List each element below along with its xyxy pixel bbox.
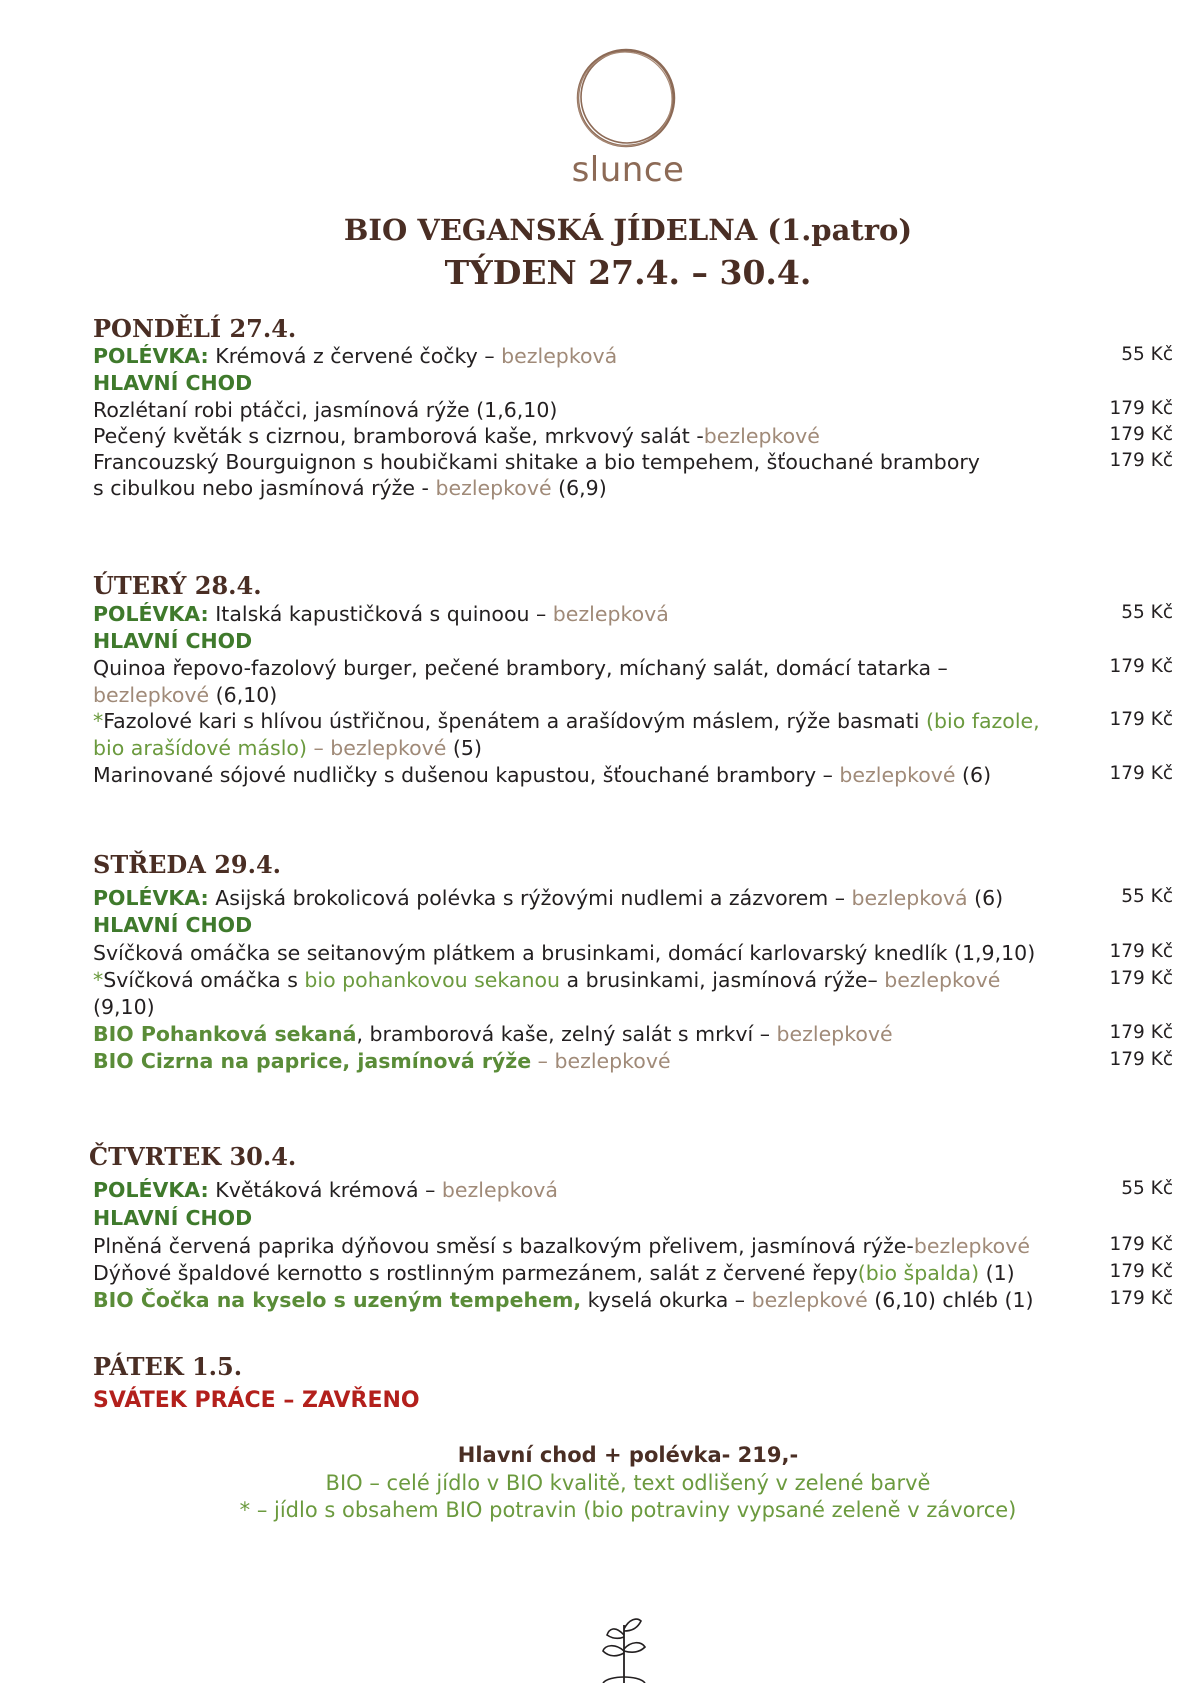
menu-item-continued (93, 475, 1083, 502)
main-course-label: HLAVNÍ CHOD (93, 629, 253, 653)
allergens: (6) (955, 763, 992, 787)
gluten-free-tag: bezlepkové (839, 763, 956, 787)
soup-row (93, 601, 1083, 628)
day-heading-tuesday: ÚTERÝ 28.4. (93, 571, 262, 600)
price: 179 Kč (1109, 1261, 1173, 1282)
soup-row (93, 885, 1083, 912)
main-course-label: HLAVNÍ CHOD (93, 913, 253, 937)
menu-item (93, 1233, 1083, 1260)
main-course-label: HLAVNÍ CHOD (93, 371, 253, 395)
price: 179 Kč (1109, 709, 1173, 730)
bio-dish-name: BIO Čočka na kyselo s uzeným tempehem, (93, 1288, 582, 1312)
page-title: BIO VEGANSKÁ JÍDELNA (1.patro) (343, 213, 913, 247)
week-range: TÝDEN 27.4. – 30.4. (444, 253, 812, 292)
price: 179 Kč (1109, 1022, 1173, 1043)
dash: – (531, 1049, 555, 1073)
menu-item (93, 762, 1083, 789)
price: 179 Kč (1109, 1049, 1173, 1070)
day-heading-thursday: ČTVRTEK 30.4. (89, 1142, 297, 1171)
soup-label: POLÉVKA: (93, 1178, 209, 1202)
allergens: (6,10) (209, 683, 278, 707)
bio-dish-name: BIO Pohanková sekaná (93, 1022, 357, 1046)
combo-price: Hlavní chod + polévka- 219,- (457, 1443, 799, 1467)
menu-item (93, 1260, 1083, 1287)
menu-item (93, 423, 1083, 450)
gluten-free-tag: bezlepkové (703, 424, 820, 448)
sprout-icon (595, 1615, 653, 1683)
gluten-free-tag: bezlepkové (554, 1049, 671, 1073)
gluten-free-tag: bezlepková (851, 886, 968, 910)
bio-dish-name: BIO Cizrna na paprice, jasmínová rýže (93, 1049, 532, 1073)
menu-item (93, 1287, 1083, 1314)
gluten-free-tag: bezlepkové (884, 968, 1001, 992)
main-course-label: HLAVNÍ CHOD (93, 1206, 253, 1230)
gluten-free-tag: bezlepková (441, 1178, 558, 1202)
soup-label: POLÉVKA: (93, 602, 209, 626)
soup-text: Krémová z červené čočky – (215, 344, 502, 368)
menu-item: Rozlétaní robi ptáčci, jasmínová rýže (1,6,10) (93, 398, 558, 422)
price: 55 Kč (1121, 344, 1173, 365)
menu-item: Francouzský Bourguignon s houbičkami shitake a bio tempehem, šťouchané brambory (93, 450, 980, 474)
gluten-free-tag: bezlepkové (913, 1234, 1030, 1258)
menu-item-text: Svíčková omáčka s (103, 968, 305, 992)
menu-item-continued (93, 735, 1083, 762)
price: 55 Kč (1121, 886, 1173, 907)
gluten-free-tag: bezlepkové (435, 476, 552, 500)
bio-star-mark: * (93, 709, 104, 733)
bio-legend: BIO – celé jídlo v BIO kvalitě, text odlišený v zelené barvě (325, 1471, 931, 1495)
allergens: (6,10) chléb (1) (867, 1288, 1034, 1312)
price: 55 Kč (1121, 1178, 1173, 1199)
bio-ingredients: bio pohankovou sekanou (304, 968, 561, 992)
day-heading-friday: PÁTEK 1.5. (93, 1352, 243, 1381)
menu-item (93, 967, 1083, 994)
soup-text: Asijská brokolicová polévka s rýžovými nudlemi a zázvorem – (215, 886, 852, 910)
menu-item (93, 1048, 1083, 1075)
soup-label: POLÉVKA: (93, 344, 209, 368)
menu-item-continued (93, 682, 1083, 709)
menu-item-text: Plněná červená paprika dýňovou směsí s bazalkovým přelivem, jasmínová rýže- (93, 1234, 914, 1258)
gluten-free-tag: bezlepková (501, 344, 618, 368)
price: 179 Kč (1109, 941, 1173, 962)
bio-star-mark: * (93, 968, 104, 992)
price: 179 Kč (1109, 968, 1173, 989)
menu-item-continued: (9,10) (93, 995, 155, 1019)
bio-ingredients: bio arašídové máslo) (93, 736, 307, 760)
menu-item-text: kyselá okurka – (581, 1288, 752, 1312)
price: 179 Kč (1109, 1288, 1173, 1309)
price: 55 Kč (1121, 602, 1173, 623)
menu-item: Quinoa řepovo-fazolový burger, pečené brambory, míchaný salát, domácí tatarka – (93, 656, 948, 680)
brand-name: slunce (571, 150, 685, 190)
closed-notice: SVÁTEK PRÁCE – ZAVŘENO (93, 1388, 420, 1413)
gluten-free-tag: bezlepkové (93, 683, 210, 707)
allergens: (6,9) (551, 476, 607, 500)
menu-item-text: , bramborová kaše, zelný salát s mrkví – (356, 1022, 777, 1046)
menu-item (93, 1021, 1083, 1048)
menu-item-text: Dýňové špaldové kernotto s rostlinným parmezánem, salát z červené řepy (93, 1261, 858, 1285)
gluten-free-tag: bezlepkové (751, 1288, 868, 1312)
gluten-free-tag: bezlepkové (776, 1022, 893, 1046)
bio-ingredients: (bio špalda) (857, 1261, 980, 1285)
soup-label: POLÉVKA: (93, 886, 209, 910)
gluten-free-tag: bezlepková (552, 602, 669, 626)
allergens: (5) (446, 736, 482, 760)
star-legend: * – jídlo s obsahem BIO potravin (bio potraviny vypsané zeleně v závorce) (239, 1498, 1017, 1522)
circle-logo-icon (572, 44, 680, 152)
bio-ingredients: (bio fazole, (925, 709, 1040, 733)
soup-text: Italská kapustičková s quinoou – (215, 602, 553, 626)
menu-item-text: Pečený květák s cizrnou, bramborová kaše, mrkvový salát - (93, 424, 704, 448)
menu-item: Svíčková omáčka se seitanovým plátkem a brusinkami, domácí karlovarský knedlík (1,9,10) (93, 941, 1036, 965)
price: 179 Kč (1109, 398, 1173, 419)
soup-row (93, 343, 1083, 370)
soup-row (93, 1177, 1083, 1204)
allergens: (1) (979, 1261, 1015, 1285)
day-heading-monday: PONDĚLÍ 27.4. (93, 314, 297, 343)
menu-item (93, 708, 1083, 735)
menu-item-text: s cibulkou nebo jasmínová rýže - (93, 476, 436, 500)
price: 179 Kč (1109, 424, 1173, 445)
menu-item-text: Marinované sójové nudličky s dušenou kapustou, šťouchané brambory – (93, 763, 840, 787)
allergens: (6) (967, 886, 1004, 910)
day-heading-wednesday: STŘEDA 29.4. (93, 850, 282, 879)
menu-item-text: Fazolové kari s hlívou ústřičnou, špenátem a arašídovým máslem, rýže basmati (103, 709, 926, 733)
gluten-free-tag: bezlepkové (330, 736, 447, 760)
menu-item-text: a brusinkami, jasmínová rýže– (560, 968, 885, 992)
soup-text: Květáková krémová – (215, 1178, 442, 1202)
price: 179 Kč (1109, 450, 1173, 471)
dash: – (306, 736, 331, 760)
price: 179 Kč (1109, 656, 1173, 677)
price: 179 Kč (1109, 1234, 1173, 1255)
price: 179 Kč (1109, 763, 1173, 784)
